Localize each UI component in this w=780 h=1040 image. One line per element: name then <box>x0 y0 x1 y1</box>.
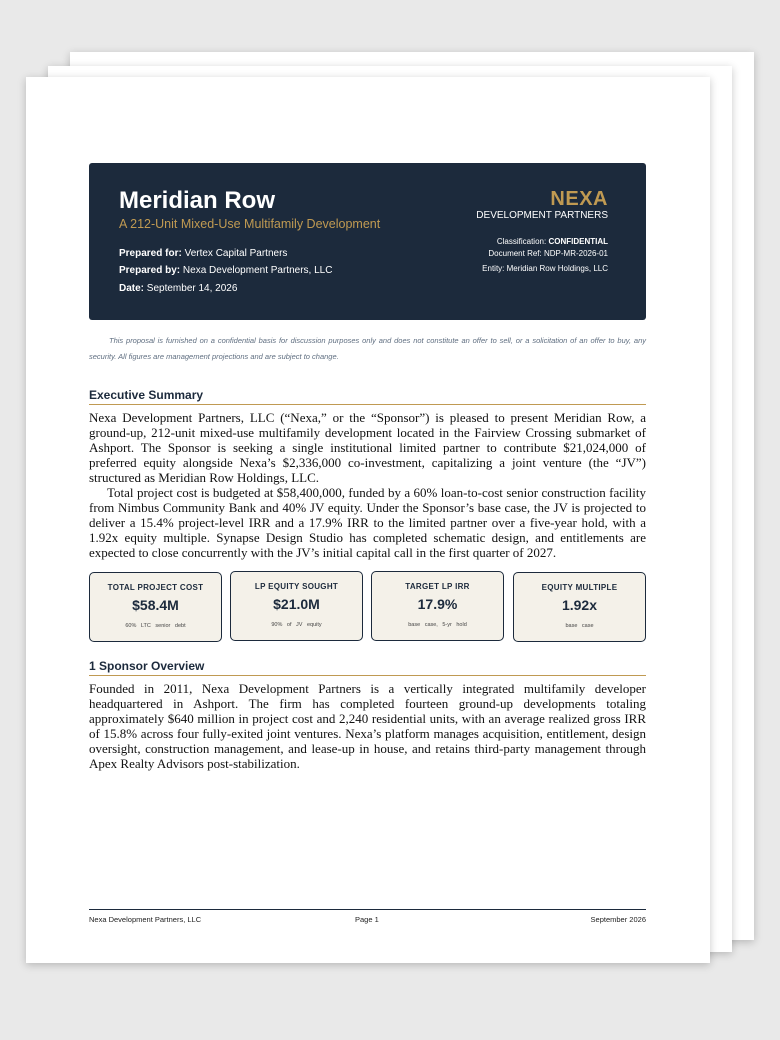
metric-note: 60% LTC senior debt <box>125 623 186 629</box>
document-subtitle: A 212-Unit Mixed-Use Multifamily Development <box>119 217 381 231</box>
metric-card-total-project-cost <box>89 572 222 642</box>
executive-summary-paragraph-1: Nexa Development Partners, LLC (“Nexa,” or the “Sponsor”) is pleased to present Meridian Row, a ground-up, 212-unit mixed-use multifamily development located in the Fairview Crossing submarket of Ashport. The Sponsor is seeking a single institutional limited partner to contribute $21,024,000 of preferred equity alongside Nexa’s $2,336,000 co-investment, capitalizing a joint venture (the “JV”) structured as Meridian Row Holdings, LLC. <box>89 410 646 485</box>
footer-company: Nexa Development Partners, LLC <box>89 915 202 924</box>
document-page <box>26 77 710 963</box>
metric-label: EQUITY MULTIPLE <box>541 583 618 592</box>
date-label: Date: <box>119 283 145 294</box>
metric-value: 1.92x <box>561 597 598 613</box>
document-date <box>119 283 237 294</box>
executive-summary-body <box>89 410 646 560</box>
document-title: Meridian Row <box>119 187 276 214</box>
metric-note: 90% of JV equity <box>271 622 322 628</box>
metric-label: LP EQUITY SOUGHT <box>254 582 339 591</box>
sponsor-overview-body <box>89 681 646 771</box>
metric-value: $58.4M <box>132 597 179 613</box>
executive-summary-paragraph-2: Total project cost is budgeted at $58,400,000, funded by a 60% loan-to-cost senior construction facility from Nimbus Community Bank and 40% JV equity. Under the Sponsor’s base case, the JV is projected to deliver a 15.4% project-level IRR and a 17.9% IRR to the limited partner over a five-year hold, with a 1.92x equity multiple. Synapse Design Studio has completed schematic design, and entitlements are expected to close concurrently with the JV’s initial capital call in the first quarter of 2027. <box>89 485 646 560</box>
prepared-by <box>119 265 332 276</box>
sponsor-overview-paragraph: Founded in 2011, Nexa Development Partners is a vertically integrated multifamily developer headquartered in Ashport. The firm has completed fourteen ground-up developments totaling approximately $640 million in project cost and 2,240 residential units, with an average realized gross IRR of 15.8% across four fully-exited joint ventures. Nexa’s platform manages acquisition, entitlement, design oversight, construction management, and lease-up in house, and retains third-party management through Apex Realty Advisors post-stabilization. <box>89 681 646 771</box>
brand-subtitle: DEVELOPMENT PARTNERS <box>476 210 608 221</box>
footer-date: September 2026 <box>590 915 646 924</box>
metric-card-equity-multiple <box>513 572 646 642</box>
disclaimer: This proposal is furnished on a confidential basis for discussion purposes only and does not constitute an offer to sell, or a solicitation of an offer to buy, any security. All figures are management projections and are subject to change. <box>89 336 646 361</box>
metric-note: base case <box>565 623 594 629</box>
executive-summary-heading: Executive Summary <box>89 388 646 405</box>
date-value: September 14, 2026 <box>146 283 238 294</box>
metric-label: TARGET LP IRR <box>405 582 470 591</box>
metric-card-target-lp-irr <box>371 571 504 641</box>
metric-value: 17.9% <box>417 596 458 612</box>
prepared-for-label: Prepared for: <box>119 248 182 259</box>
metric-label: TOTAL PROJECT COST <box>107 583 204 592</box>
footer-rule <box>89 909 646 910</box>
key-metrics <box>89 572 646 642</box>
classification-value: CONFIDENTIAL <box>548 237 608 246</box>
prepared-for <box>119 248 287 259</box>
prepared-by-value: Nexa Development Partners, LLC <box>182 265 333 276</box>
metric-value: $21.0M <box>273 596 320 612</box>
prepared-by-label: Prepared by: <box>119 265 181 276</box>
document-ref: Document Ref: NDP-MR-2026-01 <box>488 249 608 258</box>
brand-logo-text: NEXA <box>550 188 608 210</box>
classification <box>497 237 608 246</box>
metric-card-lp-equity-sought <box>230 571 363 641</box>
footer-page-number: Page 1 <box>355 915 379 924</box>
prepared-for-value: Vertex Capital Partners <box>184 248 288 259</box>
sponsor-overview-heading: 1 Sponsor Overview <box>89 659 646 676</box>
entity: Entity: Meridian Row Holdings, LLC <box>482 264 608 273</box>
title-banner <box>89 163 646 320</box>
metric-note: base case, 5-yr hold <box>408 622 467 628</box>
classification-label: Classification: <box>496 237 547 246</box>
